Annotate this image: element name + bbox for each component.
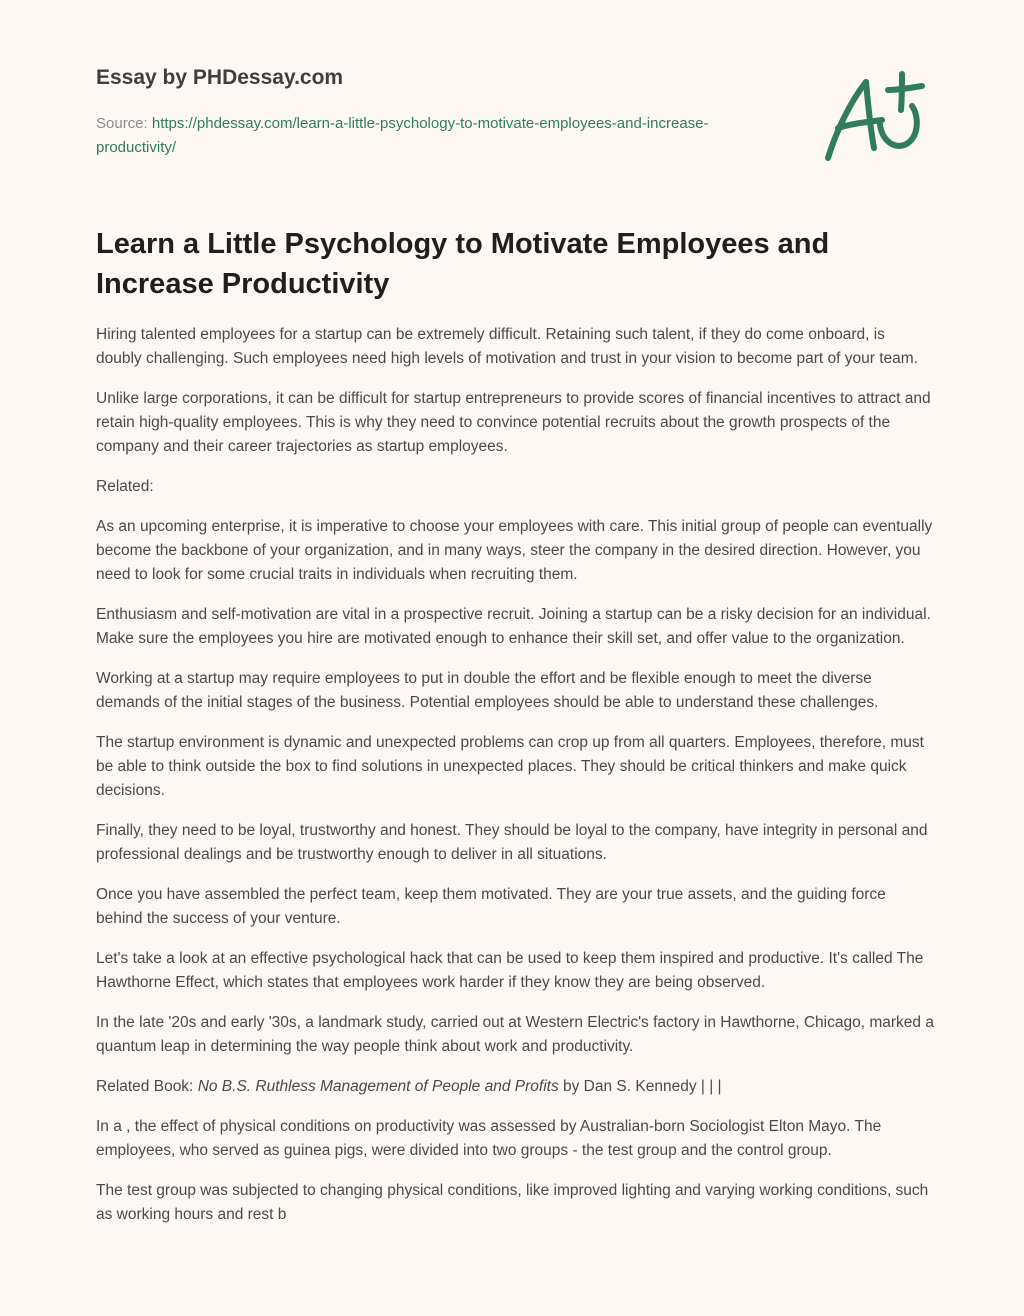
- article-paragraph: In a , the effect of physical conditions on productivity was assessed by Australian-born Sociologist Elton Mayo. The employees, who served as guinea pigs, were divided into two groups - the test group and the control group.: [96, 1118, 882, 1159]
- related-label: Related:: [96, 478, 154, 495]
- source-line: [96, 112, 736, 160]
- article-paragraph: Enthusiasm and self-motivation are vital in a prospective recruit. Joining a startup can be a risky decision for an individual. Make sure the employees you hire are motivated enough to enhance their skill set, and offer value to the organization.: [96, 606, 931, 647]
- article-paragraph: Unlike large corporations, it can be difficult for startup entrepreneurs to provide scores of financial incentives to attract and retain high-quality employees. This is why they need to convince potential recruits about the growth prospects of the company and their career trajectories as startup employees.: [96, 390, 931, 455]
- article-paragraph: Once you have assembled the perfect team, keep them motivated. They are your true assets, and the guiding force behind the success of your venture.: [96, 886, 886, 927]
- article-title: Learn a Little Psychology to Motivate Employees and Increase Productivity: [96, 228, 830, 300]
- related-book-author: by Dan S. Kennedy | | |: [558, 1078, 722, 1095]
- related-book-label: Related Book:: [96, 1078, 198, 1095]
- brand-title: Essay by PHDessay.com: [96, 66, 344, 89]
- related-book-title[interactable]: No B.S. Ruthless Management of People and Profits: [197, 1078, 559, 1095]
- article-paragraph: As an upcoming enterprise, it is imperative to choose your employees with care. This initial group of people can eventually become the backbone of your organization, and in many ways, steer the company in the desired direction. However, you need to look for some crucial traits in individuals when recruiting them.: [96, 518, 933, 583]
- source-label: Source:: [96, 115, 152, 132]
- article-paragraph: The test group was subjected to changing physical conditions, like improved lighting and varying working conditions, such as working hours and rest b: [96, 1182, 929, 1223]
- article-paragraph: Finally, they need to be loyal, trustworthy and honest. They should be loyal to the company, have integrity in personal and professional dealings and be trustworthy enough to deliver in all situations.: [96, 822, 928, 863]
- article-paragraph: The startup environment is dynamic and unexpected problems can crop up from all quarters. Employees, therefore, must be able to think outside the box to find solutions in unexpected places. They should be critical thinkers and make quick decisions.: [96, 734, 924, 799]
- a-plus-logo-icon: [822, 68, 926, 164]
- article-paragraph: Hiring talented employees for a startup can be extremely difficult. Retaining such talent, if they do come onboard, is doubly challenging. Such employees need high levels of motivation and trust in your vision to become part of your team.: [96, 326, 918, 367]
- article-paragraph: Let's take a look at an effective psychological hack that can be used to keep them inspired and productive. It's called The Hawthorne Effect, which states that employees work harder if they know they are being observed.: [96, 950, 924, 991]
- article-paragraph: Working at a startup may require employees to put in double the effort and be flexible enough to meet the diverse demands of the initial stages of the business. Potential employees should be able to understand these challenges.: [96, 670, 879, 711]
- related-book: [96, 1075, 934, 1099]
- article-body: [96, 323, 934, 1243]
- article-paragraph: In the late '20s and early '30s, a landmark study, carried out at Western Electric's factory in Hawthorne, Chicago, marked a quantum leap in determining the way people think about work and productivity.: [96, 1014, 934, 1055]
- source-link[interactable]: https://phdessay.com/learn-a-little-psychology-to-motivate-employees-and-increase-productivity/: [96, 115, 709, 156]
